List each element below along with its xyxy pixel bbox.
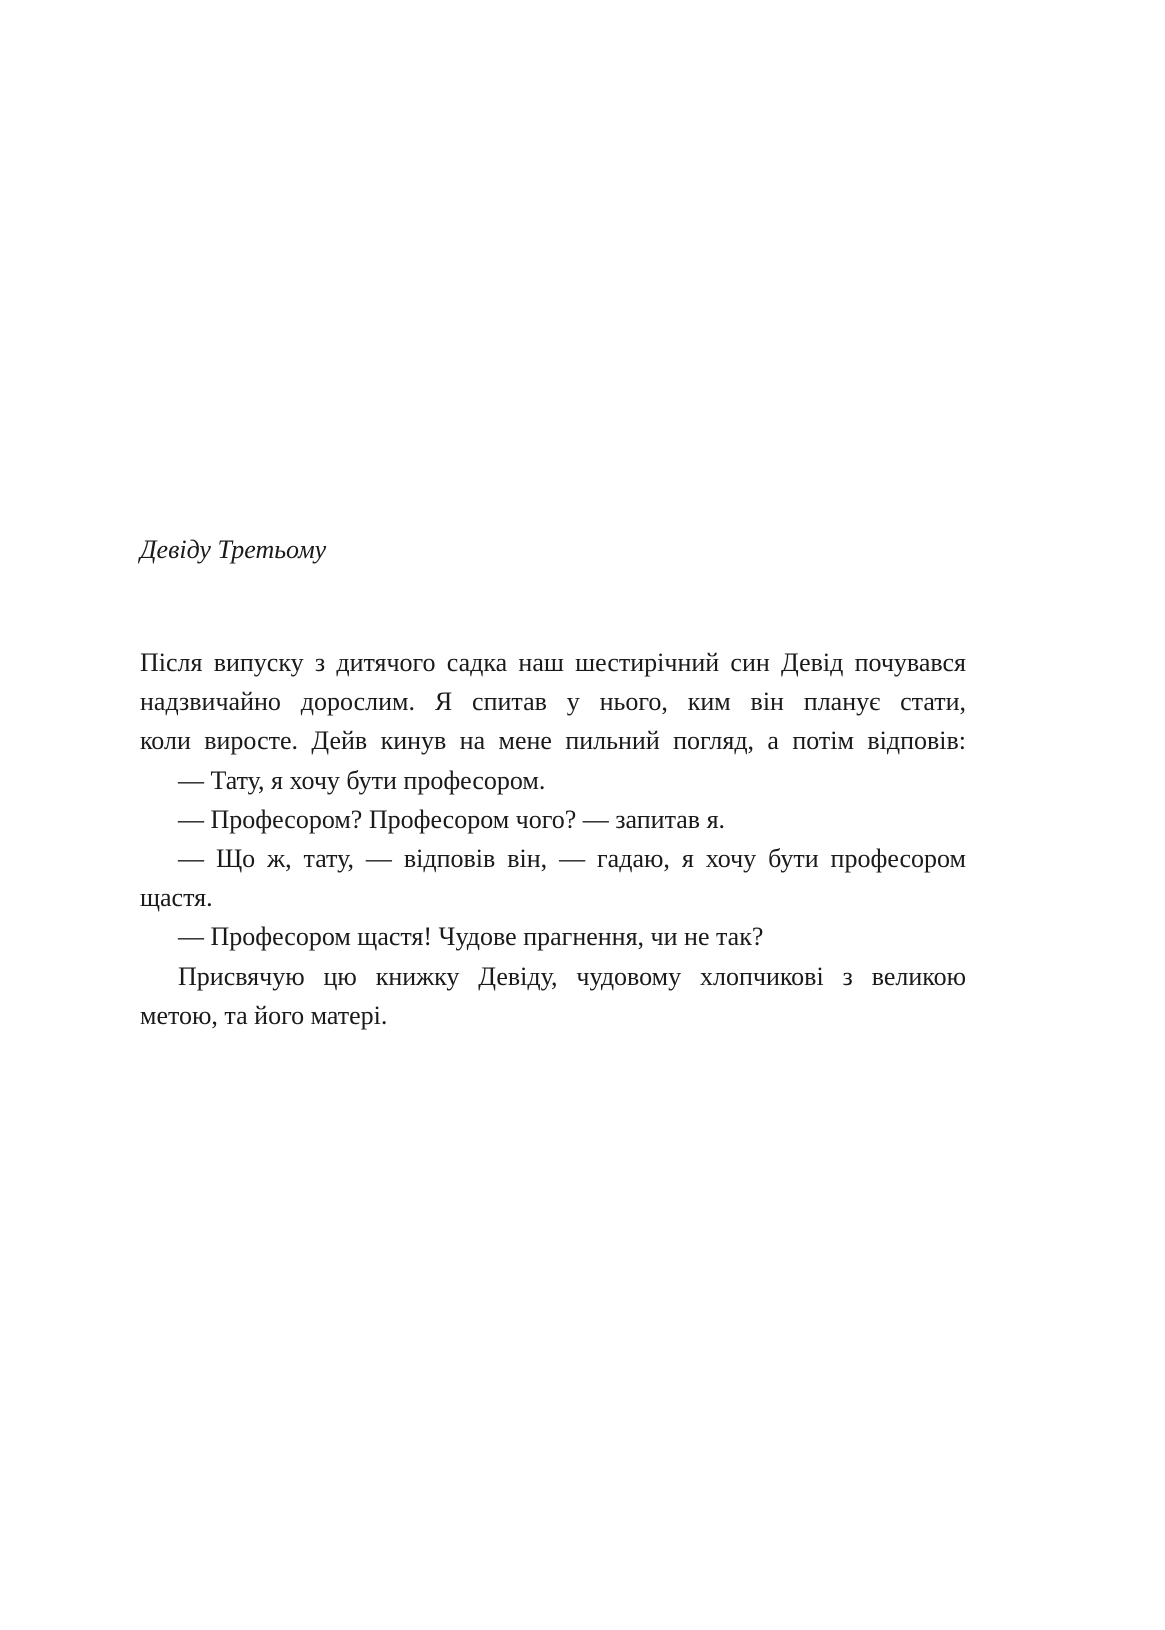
dialogue-line: — Професором щастя! Чудове прагнення, чи не так? [178, 922, 764, 952]
dedication-title: Девіду Третьому [140, 535, 327, 564]
paragraph-line: Присвячую цю книжку Девіду, чудовому хлопчикові з великою [178, 961, 966, 991]
paragraph-line: метою, та його матері. [140, 1000, 388, 1030]
paragraph-line: щастя. [140, 883, 213, 913]
paragraph-line: коли виросте. Дейв кинув на мене пильний погляд, а потім відповів: [140, 726, 966, 756]
dialogue-line: — Що ж, тату, — відповів він, — гадаю, я хочу бути професором [178, 844, 966, 873]
dialogue-line: — Тату, я хочу бути професором. [178, 765, 546, 795]
dialogue-line: — Професором? Професором чого? — запитав я. [178, 804, 726, 834]
dedication-body [140, 643, 966, 1035]
paragraph-line: Після випуску з дитячого садка наш шестирічний син Девід почувався надзвичайно дорослим. Я спитав у нього, ким він планує стати, [140, 648, 966, 717]
